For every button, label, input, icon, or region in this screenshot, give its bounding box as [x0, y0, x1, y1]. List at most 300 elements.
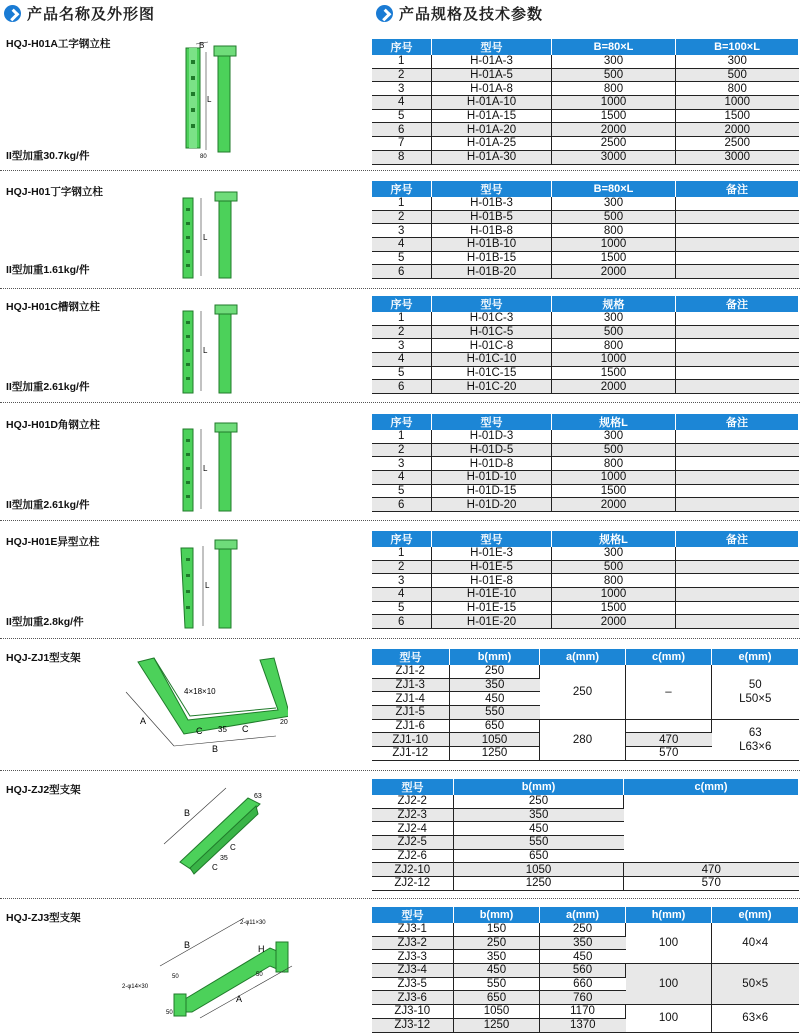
- col-header: 规格: [552, 296, 676, 313]
- table-cell: ZJ3-1: [372, 923, 454, 936]
- table-cell: [676, 197, 799, 210]
- table-row: [372, 55, 799, 68]
- table-cell: –: [626, 665, 712, 719]
- table-cell: H-01B-15: [432, 251, 552, 265]
- table-cell: 800: [552, 457, 676, 471]
- spec-table-h01e: [371, 530, 799, 629]
- table-cell: 2: [372, 560, 432, 574]
- section-title: HQJ-ZJ2型支架: [6, 784, 81, 796]
- table-cell: ZJ1-4: [372, 692, 450, 706]
- table-cell: H-01B-8: [432, 224, 552, 238]
- table-cell: H-01E-5: [432, 560, 552, 574]
- table-cell: ZJ3-10: [372, 1005, 454, 1019]
- table-cell: 570: [624, 877, 799, 891]
- table-cell: 1050: [454, 1005, 540, 1019]
- spec-table-zj3: [371, 906, 799, 1033]
- col-header: B=80×L: [552, 181, 676, 198]
- table-cell: [676, 353, 799, 367]
- table-cell: 250: [540, 665, 626, 719]
- col-header: a(mm): [540, 907, 626, 924]
- col-header: 序号: [372, 414, 432, 431]
- right-header: [376, 2, 543, 24]
- table-row: [372, 123, 799, 137]
- section-weight: II型加重2.61kg/件: [6, 499, 90, 511]
- dim-label-80: 80: [200, 154, 207, 160]
- table-cell: 1370: [540, 1018, 626, 1032]
- table-cell: ZJ1-12: [372, 747, 450, 761]
- table-cell: H-01A-25: [432, 137, 552, 151]
- table-cell: H-01C-10: [432, 353, 552, 367]
- table-cell: 450: [454, 822, 624, 836]
- table-row: [372, 238, 799, 252]
- right-header-text: 产品规格及技术参数: [399, 5, 544, 23]
- table-cell: ZJ2-6: [372, 849, 454, 863]
- table-cell: 1000: [552, 471, 676, 485]
- dim-label-l: L: [203, 233, 208, 242]
- table-cell: 5: [372, 366, 432, 380]
- table-cell: 1500: [552, 484, 676, 498]
- dim-label-50c: 50: [166, 1010, 173, 1016]
- table-cell: 1050: [450, 733, 540, 747]
- col-header: 型号: [432, 39, 552, 56]
- table-cell: [676, 457, 799, 471]
- table-cell: ZJ1-2: [372, 665, 450, 678]
- col-header: b(mm): [450, 649, 540, 666]
- table-cell: 350: [454, 808, 624, 822]
- table-cell: 100: [626, 1005, 712, 1032]
- table-cell: ZJ2-5: [372, 836, 454, 850]
- left-header: [4, 2, 155, 24]
- table-cell: 250: [450, 665, 540, 678]
- table-cell: 1500: [676, 109, 799, 123]
- table-cell: [676, 251, 799, 265]
- col-header: B=80×L: [552, 39, 676, 56]
- col-header: 序号: [372, 39, 432, 56]
- table-cell: 300: [552, 430, 676, 443]
- table-cell: [676, 380, 799, 394]
- table-cell: H-01A-20: [432, 123, 552, 137]
- table-cell: 2000: [552, 123, 676, 137]
- table-cell: 300: [552, 55, 676, 68]
- table-cell: 1170: [540, 1005, 626, 1019]
- table-cell: 1000: [552, 588, 676, 602]
- table-cell: 3: [372, 339, 432, 353]
- table-cell: [676, 339, 799, 353]
- table-cell: 650: [454, 849, 624, 863]
- table-row: [372, 210, 799, 224]
- table-cell: 660: [540, 977, 626, 991]
- table-row: [372, 560, 799, 574]
- table-row: [372, 380, 799, 394]
- table-cell: 1000: [552, 96, 676, 110]
- i-beam-column-drawing: [172, 40, 252, 160]
- table-cell: [676, 560, 799, 574]
- spec-table-h01a: [371, 38, 799, 165]
- table-row: [372, 498, 799, 512]
- table-cell: 100: [626, 923, 712, 964]
- section-weight: II型加重2.61kg/件: [6, 381, 90, 393]
- table-cell: 4: [372, 238, 432, 252]
- table-cell: 300: [552, 547, 676, 560]
- table-row: [372, 615, 799, 629]
- table-cell: [624, 795, 799, 863]
- table-row: [372, 923, 799, 936]
- dim-label-50b: 50: [256, 972, 263, 978]
- dim-label-c: C: [196, 726, 203, 736]
- table-cell: 250: [454, 936, 540, 950]
- section-title: HQJ-ZJ1型支架: [6, 652, 81, 664]
- table-cell: ZJ3-3: [372, 950, 454, 964]
- table-cell: 2: [372, 210, 432, 224]
- table-cell: H-01A-15: [432, 109, 552, 123]
- table-row: [372, 96, 799, 110]
- table-row: [372, 547, 799, 560]
- col-header: 型号: [432, 296, 552, 313]
- table-cell: 50×5: [712, 964, 799, 1005]
- table-cell: H-01D-8: [432, 457, 552, 471]
- table-cell: 500: [552, 560, 676, 574]
- table-cell: 5: [372, 251, 432, 265]
- col-header: c(mm): [624, 779, 799, 796]
- table-row: [372, 430, 799, 443]
- table-cell: ZJ1-3: [372, 678, 450, 692]
- table-cell: ZJ1-10: [372, 733, 450, 747]
- section-zj1: [0, 646, 800, 758]
- table-cell: 550: [450, 706, 540, 720]
- table-cell: 450: [540, 950, 626, 964]
- zj2-bracket-drawing: [150, 784, 270, 880]
- col-header: 型号: [432, 414, 552, 431]
- table-cell: H-01D-3: [432, 430, 552, 443]
- table-cell: 1000: [552, 353, 676, 367]
- table-cell: 280: [540, 719, 626, 760]
- left-header-text: 产品名称及外形图: [27, 5, 156, 23]
- table-row: [372, 109, 799, 123]
- table-cell: H-01E-3: [432, 547, 552, 560]
- spec-table-zj1: [371, 648, 799, 761]
- table-cell: 300: [552, 312, 676, 325]
- table-row: [372, 137, 799, 151]
- section-zj2: [0, 778, 800, 890]
- table-cell: 1000: [552, 238, 676, 252]
- section-weight: II型加重1.61kg/件: [6, 264, 90, 276]
- table-cell: 2: [372, 325, 432, 339]
- table-cell: H-01A-10: [432, 96, 552, 110]
- section-title: HQJ-H01D角钢立柱: [6, 419, 100, 431]
- table-cell: ZJ2-10: [372, 863, 454, 877]
- section-weight: II型加重2.8kg/件: [6, 616, 84, 628]
- table-cell: H-01D-15: [432, 484, 552, 498]
- table-cell: 3: [372, 574, 432, 588]
- col-header: B=100×L: [676, 39, 799, 56]
- table-cell: 800: [676, 82, 799, 96]
- table-cell: H-01C-5: [432, 325, 552, 339]
- table-row: [372, 601, 799, 615]
- table-cell: 800: [552, 339, 676, 353]
- col-header: b(mm): [454, 779, 624, 796]
- table-cell: [676, 443, 799, 457]
- table-cell: 1250: [450, 747, 540, 761]
- zj1-bracket-drawing: [118, 652, 288, 756]
- table-cell: 1250: [454, 1018, 540, 1032]
- table-cell: 2000: [552, 498, 676, 512]
- col-header: 序号: [372, 181, 432, 198]
- table-cell: 8: [372, 150, 432, 164]
- t-beam-column-drawing: [175, 188, 245, 280]
- table-cell: [676, 265, 799, 279]
- table-cell: 350: [540, 936, 626, 950]
- table-row: [372, 863, 799, 877]
- table-cell: ZJ3-4: [372, 964, 454, 978]
- dim-label-63: 63: [254, 793, 262, 800]
- table-cell: 250: [454, 795, 624, 808]
- section-weight: II型加重30.7kg/件: [6, 150, 90, 162]
- table-cell: [676, 471, 799, 485]
- table-cell: 800: [552, 574, 676, 588]
- table-cell: ZJ2-4: [372, 822, 454, 836]
- table-cell: ZJ3-5: [372, 977, 454, 991]
- table-cell: ZJ3-6: [372, 991, 454, 1005]
- table-cell: 300: [552, 197, 676, 210]
- special-column-drawing: [175, 536, 245, 632]
- table-cell: [676, 224, 799, 238]
- table-cell: H-01A-8: [432, 82, 552, 96]
- table-cell: 3: [372, 82, 432, 96]
- table-cell: [676, 601, 799, 615]
- table-cell: 3000: [676, 150, 799, 164]
- table-cell: H-01E-8: [432, 574, 552, 588]
- table-row: [372, 197, 799, 210]
- dim-label-b: B: [184, 808, 191, 818]
- table-cell: 6: [372, 380, 432, 394]
- table-cell: 4: [372, 96, 432, 110]
- col-header: e(mm): [712, 907, 799, 924]
- table-cell: H-01E-15: [432, 601, 552, 615]
- table-cell: 1500: [552, 109, 676, 123]
- dim-label-35: 35: [218, 725, 227, 734]
- table-cell: H-01B-5: [432, 210, 552, 224]
- table-cell: 500: [676, 68, 799, 82]
- table-row: [372, 471, 799, 485]
- table-cell: 570: [626, 747, 712, 761]
- table-cell: H-01E-20: [432, 615, 552, 629]
- table-cell: 4: [372, 471, 432, 485]
- dim-label-c: C: [212, 863, 218, 872]
- table-cell: H-01A-5: [432, 68, 552, 82]
- dim-label-50a: 50: [172, 974, 179, 980]
- divider: [0, 520, 800, 521]
- table-cell: [712, 719, 799, 760]
- label: 50: [748, 678, 762, 691]
- table-cell: [676, 547, 799, 560]
- section-h01e: [0, 530, 800, 636]
- table-cell: 3: [372, 457, 432, 471]
- table-row: [372, 366, 799, 380]
- section-h01c: [0, 295, 800, 401]
- table-row: [372, 457, 799, 471]
- table-cell: 2000: [552, 615, 676, 629]
- table-cell: H-01E-10: [432, 588, 552, 602]
- table-cell: H-01D-20: [432, 498, 552, 512]
- col-header: 规格L: [552, 414, 676, 431]
- dim-label-20: 20: [280, 719, 288, 726]
- divider: [0, 170, 800, 171]
- table-cell: [676, 325, 799, 339]
- col-header: 备注: [676, 296, 799, 313]
- table-cell: ZJ2-2: [372, 795, 454, 808]
- dim-label-b: B: [184, 940, 191, 950]
- table-cell: 800: [552, 82, 676, 96]
- section-title: HQJ-H01A工字钢立柱: [6, 38, 111, 50]
- table-cell: 1: [372, 312, 432, 325]
- table-row: [372, 251, 799, 265]
- table-cell: 1: [372, 430, 432, 443]
- zj3-bracket-drawing: [120, 912, 300, 1024]
- table-cell: H-01D-10: [432, 471, 552, 485]
- col-header: a(mm): [540, 649, 626, 666]
- dim-label-hole-top: 2-φ11×30: [240, 920, 266, 926]
- table-cell: H-01C-8: [432, 339, 552, 353]
- col-header: c(mm): [626, 649, 712, 666]
- arrow-circle-icon: [376, 5, 393, 22]
- table-cell: [676, 615, 799, 629]
- table-cell: ZJ3-2: [372, 936, 454, 950]
- table-cell: ZJ2-12: [372, 877, 454, 891]
- section-h01d: [0, 413, 800, 519]
- label: L50×5: [739, 692, 772, 705]
- spec-table-h01d: [371, 413, 799, 512]
- table-cell: 5: [372, 484, 432, 498]
- table-cell: 560: [540, 964, 626, 978]
- dim-label-l: L: [203, 346, 208, 355]
- col-header: e(mm): [712, 649, 799, 666]
- label: L63×6: [739, 740, 772, 753]
- table-cell: ZJ1-6: [372, 719, 450, 733]
- col-header: 备注: [676, 414, 799, 431]
- table-cell: ZJ2-3: [372, 808, 454, 822]
- table-cell: 470: [624, 863, 799, 877]
- col-header: b(mm): [454, 907, 540, 924]
- table-cell: 1: [372, 547, 432, 560]
- col-header: 型号: [372, 649, 450, 666]
- table-cell: 6: [372, 615, 432, 629]
- table-cell: [626, 719, 712, 733]
- dim-label-35: 35: [220, 855, 228, 862]
- table-cell: 2: [372, 68, 432, 82]
- table-cell: 1500: [552, 251, 676, 265]
- table-cell: H-01C-20: [432, 380, 552, 394]
- dim-label-b: B: [199, 41, 205, 50]
- table-cell: 63×6: [712, 1005, 799, 1032]
- label: 63: [748, 726, 762, 739]
- table-row: [372, 877, 799, 891]
- dim-label-hole-bottom: 2-φ14×30: [122, 984, 149, 990]
- arrow-circle-icon: [4, 5, 21, 22]
- table-cell: 500: [552, 68, 676, 82]
- table-cell: 500: [552, 443, 676, 457]
- section-title: HQJ-H01丁字钢立柱: [6, 186, 103, 198]
- table-cell: 550: [454, 836, 624, 850]
- table-cell: 2: [372, 443, 432, 457]
- table-row: [372, 82, 799, 96]
- table-cell: 7: [372, 137, 432, 151]
- table-cell: H-01C-15: [432, 366, 552, 380]
- table-cell: 100: [626, 964, 712, 1005]
- dim-label-c2: C: [242, 724, 249, 734]
- col-header: 型号: [372, 907, 454, 924]
- section-title: HQJ-H01E异型立柱: [6, 536, 100, 548]
- col-header: h(mm): [626, 907, 712, 924]
- divider: [0, 770, 800, 771]
- table-cell: 5: [372, 109, 432, 123]
- table-row: [372, 964, 799, 978]
- dim-label-l: L: [205, 581, 210, 590]
- dim-label-a: A: [140, 716, 147, 726]
- dim-label-holes: 4×18×10: [184, 687, 216, 696]
- table-cell: [676, 484, 799, 498]
- table-cell: 650: [450, 719, 540, 733]
- col-header: 型号: [432, 531, 552, 548]
- table-cell: H-01C-3: [432, 312, 552, 325]
- section-title: HQJ-ZJ3型支架: [6, 912, 81, 924]
- table-cell: 4: [372, 588, 432, 602]
- divider: [0, 638, 800, 639]
- dim-label-c2: C: [230, 843, 236, 852]
- col-header: 序号: [372, 296, 432, 313]
- table-cell: 500: [552, 210, 676, 224]
- table-cell: H-01A-30: [432, 150, 552, 164]
- section-h01b: [0, 180, 800, 286]
- table-cell: [712, 665, 799, 719]
- table-cell: H-01A-3: [432, 55, 552, 68]
- table-row: [372, 574, 799, 588]
- table-row: [372, 265, 799, 279]
- table-cell: 5: [372, 601, 432, 615]
- table-cell: 2500: [676, 137, 799, 151]
- table-cell: [676, 366, 799, 380]
- table-cell: ZJ3-12: [372, 1018, 454, 1032]
- table-row: [372, 795, 799, 808]
- spec-table-zj2: [371, 778, 799, 891]
- table-cell: 450: [450, 692, 540, 706]
- table-cell: 3: [372, 224, 432, 238]
- table-cell: H-01D-5: [432, 443, 552, 457]
- table-cell: 150: [454, 923, 540, 936]
- table-row: [372, 150, 799, 164]
- table-row: [372, 484, 799, 498]
- table-row: [372, 665, 799, 678]
- table-row: [372, 353, 799, 367]
- col-header: 型号: [372, 779, 454, 796]
- table-cell: [676, 238, 799, 252]
- table-cell: 2500: [552, 137, 676, 151]
- table-cell: 350: [454, 950, 540, 964]
- col-header: 备注: [676, 531, 799, 548]
- table-cell: 1000: [676, 96, 799, 110]
- section-title: HQJ-H01C槽钢立柱: [6, 301, 100, 313]
- dim-label-l: L: [203, 464, 208, 473]
- table-row: [372, 339, 799, 353]
- table-cell: 1: [372, 55, 432, 68]
- table-cell: H-01B-10: [432, 238, 552, 252]
- col-header: 型号: [432, 181, 552, 198]
- table-cell: 1: [372, 197, 432, 210]
- channel-column-drawing: [175, 301, 245, 397]
- table-cell: 3000: [552, 150, 676, 164]
- table-cell: ZJ1-5: [372, 706, 450, 720]
- section-zj3: [0, 906, 800, 1032]
- section-h01a: [0, 32, 800, 164]
